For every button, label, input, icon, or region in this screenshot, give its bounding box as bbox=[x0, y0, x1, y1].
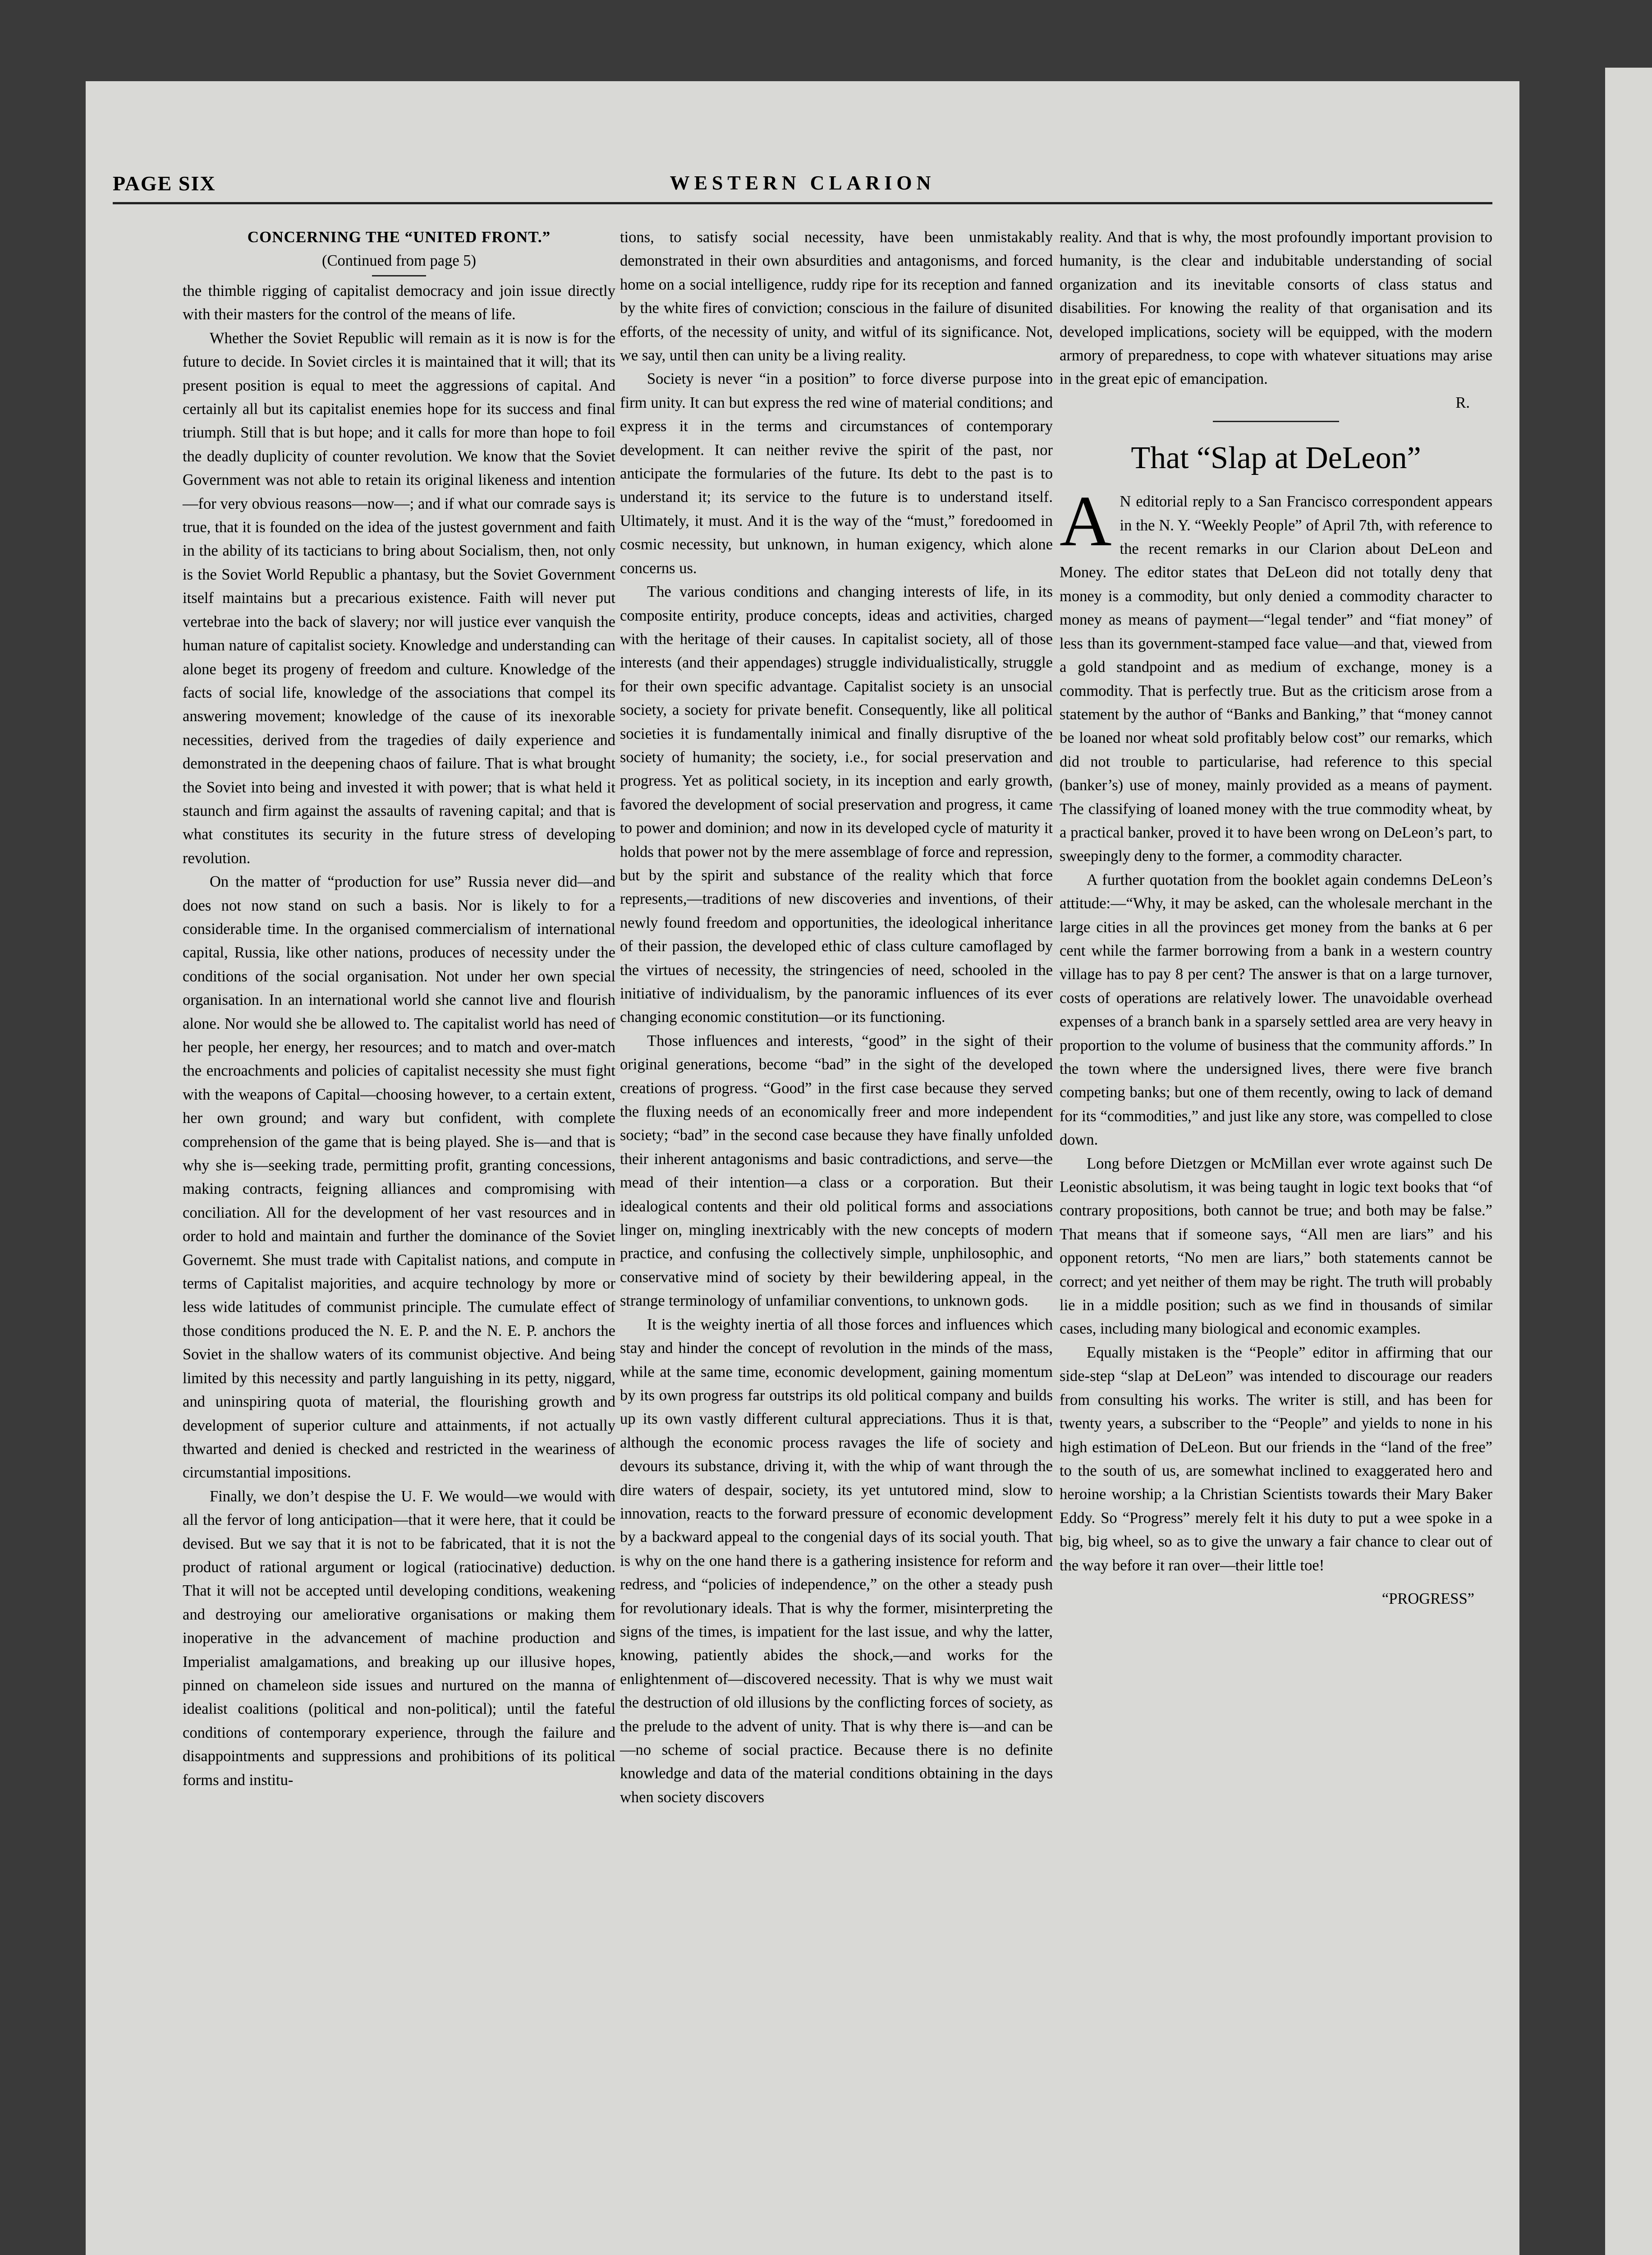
paragraph bbox=[1060, 481, 1492, 868]
paragraph: Those influences and interests, “good” in the sight of their original generations, become “bad” in the sight of the developed creations of progress. “Good” in the first case because they served the fluxing needs of an economically freer and more independent society; “bad” in the second case because they have finally unfolded their inherent antagonisms and basic contradictions, and serve—the mead of their intention—a class or a corporation. But their idealogical contents and their old political forms and associations linger on, mingling inextricably with the new concepts of modern practice, and confusing the collectively simple, unphilosophic, and conservative mind of society by their bewildering appeal, in the strange terminology of unfamiliar conventions, to unknown gods. bbox=[620, 1032, 1053, 1310]
paragraph: The various conditions and changing interests of life, in its composite entirity, produce concepts, ideas and activities, charged with the heritage of their causes. In capitalist society, all of those interests (and their appendages) struggle individualistically, struggle for their own specific advantage. Capitalist society is an unsocial society, a society for private benefit. Consequently, like all political societies it is fundamentally inimical and finally disruptive of the society of humanity; the society, i.e., for social preservation and progress. Yet as political society, in its inception and early growth, favored the development of social preservation and progress, it came to power and dominion; and now in its developed cycle of maturity it holds that power not by the mere assemblage of force and repression, but by the spirit and substance of the reality which that force represents,—traditions of new discoveries and inventions, of their newly found freedom and opportunities, the ideological inheritance of their passion, the developed ethic of class culture camoflaged by the virtues of necessity, the stringencies of need, schooled in the initiative of individualism, by the panoramic influences of its ever changing economic constitution—or its functioning. bbox=[620, 583, 1053, 1026]
adjacent-page-edge bbox=[1605, 68, 1652, 2255]
author-signature: “PROGRESS” bbox=[1381, 1590, 1474, 1607]
article-continuation-note: (Continued from page 5) bbox=[321, 252, 477, 269]
paragraph: tions, to satisfy social necessity, have been unmistakably demonstrated in their own absurdities and antagonisms, and forced home on a social intelligence, ruddy ripe for its reception and fanned by the white fires of conviction; conscious in the failure of disunited efforts, of the necessity of unity, and witful of its significance. Not, we say, until then can unity be a living reality. bbox=[620, 229, 1053, 364]
drop-cap: A bbox=[1060, 481, 1112, 561]
header-rule bbox=[113, 202, 1492, 204]
column-1 bbox=[183, 226, 615, 1792]
column-2 bbox=[620, 226, 1053, 1809]
paragraph-text: N editorial reply to a San Francisco correspondent appears in the N. Y. “Weekly People” of April 7th, with reference to the recent remarks in our Clarion about DeLeon and Money. The editor states that DeLeon did not totally deny that money is a commodity, but only denied a commodity character to money as means of payment—“legal tender” and “fiat money” of less than its government-stamped face value—and that, viewed from a gold standpoint and as medium of exchange, money is a commodity. That is perfectly true. But as the criticism arose from a statement by the author of “Banks and Banking,” that “money cannot be loaned nor wheat sold profitably below cost” our remarks, which did not trouble to particularise, had reference to this special (banker’s) use of money, mainly provided as a means of payment. The classifying of loaned money with the true commodity wheat, by a practical banker, proved it to have been wrong on DeLeon’s part, to sweepingly deny to the former, a commodity character. bbox=[1060, 493, 1492, 865]
page-header bbox=[113, 167, 1492, 203]
paragraph: Finally, we don’t despise the U. F. We would—we would with all the fervor of long anticipation—that it were here, that it could be devised. But we say that it is not to be fabricated, that it is not the product of rational argument or logical (ratiocinative) deduction. That it will not be accepted until developing conditions, weakening and destroying our ameliorative organisations or making them inoperative in the advancement of machine production and Imperialist amalgamations, and breaking up our illusive hopes, pinned on chameleon side issues and nurtured on the manna of idealist coalitions (political and non-political); until the fateful conditions of contemporary experience, through the failure and disappointments and suppressions and prohibitions of its political forms and institu- bbox=[183, 1487, 615, 1789]
paragraph: Society is never “in a position” to force diverse purpose into firm unity. It can but express the red wine of material conditions; and express it in the terms and circumstances of contemporary development. It can neither revive the spirit of the past, nor anticipate the formularies of the future. Its debt to the past is to understand it; its service to the future is to understand itself. Ultimately, it must. And it is the way of the “must,” foredoomed in cosmic necessity, but unknown, in human exigency, which alone concerns us. bbox=[620, 370, 1053, 577]
article-title: CONCERNING THE “UNITED FRONT.” bbox=[247, 228, 551, 246]
paragraph: the thimble rigging of capitalist democracy and join issue directly with their masters for the control of the means of life. bbox=[183, 282, 615, 323]
divider bbox=[1213, 421, 1339, 422]
paragraph: Equally mistaken is the “People” editor in affirming that our side-step “slap at DeLeon” was intended to discourage our readers from consulting his works. The writer is still, and has been for twenty years, a subscriber to the “People” and yields to none in his high estimation of DeLeon. But our friends in the “land of the free” to the south of us, are somewhat inclined to exaggerated hero and heroine worship; a la Christian Scientists towards their Mary Baker Eddy. So “Progress” merely felt it his duty to put a wee spoke in a big, big wheel, so as to give the unwary a fair chance to clear out of the way before it ran over—their little toe! bbox=[1060, 1344, 1492, 1574]
paragraph: Long before Dietzgen or McMillan ever wrote against such De Leonistic absolutism, it was being taught in logic text books that “of contrary propositions, both cannot be true; and both may be false.” That means that if someone says, “All men are liars” and his opponent retorts, “No men are liars,” both statements cannot be correct; and yet neither of them may be right. The truth will probably lie in a middle position; such as we find in thousands of similar cases, including many biological and economic examples. bbox=[1060, 1155, 1492, 1338]
paragraph: It is the weighty inertia of all those forces and influences which stay and hinder the concept of revolution in the minds of the mass, while at the same time, economic development, gaining momentum by its own progress far outstrips its old political company and builds up its own vastly different cultural appreciations. Thus it is that, although the economic process ravages the life of society and devours its substance, driving it, with the whip of want through the dire waters of despair, society, its yet untutored mind, slow to innovation, reacts to the forward pressure of economic development by a backward appeal to the congenial days of its social youth. That is why on the one hand there is a gathering insistence for reform and redress, and “policies of independence,” on the other a steady push for revolutionary ideals. That is why the former, misinterpreting the signs of the times, is impatient for the last issue, and why the latter, knowing, patiently abides the shock,—and works for the enlightenment of—discovered necessity. That is why we must wait the destruction of old illusions by the conflicting forces of society, as the prelude to the advent of unity. That is why there is—and can be—no scheme of social practice. Because there is no definite knowledge and data of the material conditions obtaining in the days when society discovers bbox=[620, 1316, 1053, 1806]
paragraph: Whether the Soviet Republic will remain as it is now is for the future to decide. In Soviet circles it is maintained that it will; that its present position is equal to meet the aggressions of capital. And certainly all but its capitalist enemies hope for its success and final triumph. Still that is but hope; and it calls for more than hope to foil the deadly duplicity of counter revolution. We know that the Soviet Government was not able to retain its original likeness and intention—for very obvious reasons—now—; and if what our comrade says is true, that it is founded on the idea of the justest government and faith in the ability of its tacticians to bring about Socialism, then, not only is the Soviet World Republic a phantasy, but the Soviet Government itself maintains but a precarious existence. Faith will never put vertebrae into the back of slavery; nor will justice ever vanquish the human nature of capitalist society. Knowledge and understanding can alone beget its progeny of freedom and culture. Knowledge of the facts of social life, knowledge of the associations that compel its answering movement; knowledge of the cause of its inexorable necessities, derived from the tragedies of daily experience and demonstrated in the deepening chaos of failure. That is what brought the Soviet into being and invested it with power; that is what held it staunch and firm against the assaults of ravening capital; and that is what constitutes its security in the future stress of developing revolution. bbox=[183, 329, 615, 867]
paragraph: A further quotation from the booklet again condemns DeLeon’s attitude:—“Why, it may be asked, can the wholesale merchant in the large cities in all the provinces get money from the banks at 6 per cent while the farmer borrowing from a bank in a western country village has to pay 8 per cent? The answer is that on a large turnover, costs of operations are relatively lower. The unavoidable overhead expenses of a branch bank in a sparsely settled area are very heavy in proportion to the volume of business that the community affords.” In the town where the undersigned lives, there were five branch competing banks; but one of them recently, owing to lack of demand for its “commodities,” and just like any store, was compelled to close down. bbox=[1060, 871, 1492, 1149]
masthead: WESTERN CLARION bbox=[670, 172, 936, 194]
author-signature: R. bbox=[1455, 394, 1470, 411]
paragraph: reality. And that is why, the most profoundly important provision to humanity, is the clear and indubitable understanding of social organization and its inevitable consorts of class status and disabilities. For knowing the reality of that organisation and its developed implications, society will be equipped, with the modern armory of preparedness, to cope with whatever situations may arise in the great epic of emancipation. bbox=[1060, 229, 1492, 388]
column-3 bbox=[1060, 226, 1492, 1611]
divider bbox=[372, 275, 426, 276]
page-number-label: PAGE SIX bbox=[113, 172, 216, 195]
article-title: That “Slap at DeLeon” bbox=[1131, 441, 1421, 476]
paragraph: On the matter of “production for use” Russia never did—and does not now stand on such a basis. Nor is likely to for a considerable time. In the organised commercialism of international capital, Russia, like other nations, produces of necessity under the conditions of the social organisation. Not under her own special organisation. In an international world she cannot live and flourish alone. Nor would she be allowed to. The capitalist world has need of her people, her energy, her resources; and to match and over-match the encroachments and policies of capitalist necessity she must fight with the weapons of Capital—choosing however, to a certain extent, her own ground; and wary but confident, with complete comprehension of the game that is being played. She is—and that is why she is—seeking trade, permitting profit, granting concessions, making contracts, feigning alliances and compromising with conciliation. All for the development of her vast resources and in order to hold and maintain and further the dominance of the Soviet Governemt. She must trade with Capitalist nations, and compute in terms of Capitalist majorities, and acquire technology by more or less wide latitudes of communist principle. The cumulate effect of those conditions produced the N. E. P. and the N. E. P. anchors the Soviet in the shallow waters of its communist objective. And being limited by this necessity and partly languishing in its petty, niggard, and uninspiring quota of material, the flourishing growth and development of superior culture and attainments, if not actually thwarted and denied is checked and restricted in the weariness of circumstantial impositions. bbox=[183, 873, 615, 1482]
